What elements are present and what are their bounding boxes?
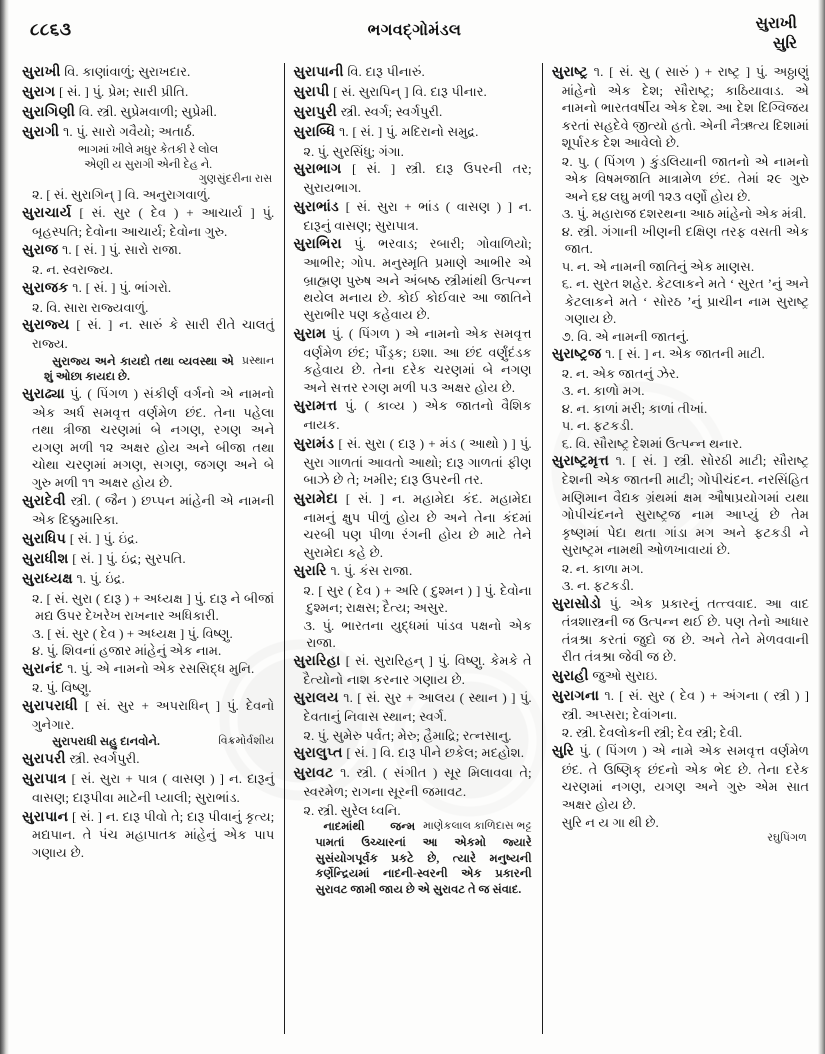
entry-headword: સુરાપી <box>293 83 330 100</box>
entry-sense: ૩. પું. મહારાજ દશરથના આઠ માંહેનો એક મંત્રી. <box>561 206 807 222</box>
source-citation: રઘુપિંગળ <box>767 831 807 844</box>
entry-headword: સુરામ <box>293 325 327 342</box>
entry-headword: સુરાગી <box>22 123 60 140</box>
entry-headword: સુરાઢ્યા <box>22 386 65 403</box>
quotation-block <box>293 819 531 898</box>
verse-line: એણી ય સુરાગી એની દેહ ને. <box>84 159 213 172</box>
dictionary-entry <box>552 63 809 152</box>
entry-definition: [ સં. ] ન. સારું કે સારી રીતે ચાલતું રાજ્ય. <box>32 317 275 352</box>
entry-headword: સુરારિહા <box>293 652 341 669</box>
entry-headword: સુરાષ્ટ્ર <box>551 64 588 80</box>
entry-definition: વિ. સ્ત્રી. સુપ્રેમવાળી; સુપ્રેમી. <box>75 103 217 119</box>
dictionary-entry <box>552 687 809 723</box>
entry-headword: સુરાજ <box>22 242 59 259</box>
entry-definition: પું. ( કાવ્ય ) એક જાતનો વૈશિક નાયક. <box>303 398 532 433</box>
entry-headword: સુરાભિરા <box>293 236 342 253</box>
entry-sense: ૨. [ સં. સુરાગિન્ ] વિ. અનુરાગવાળું. <box>32 187 211 203</box>
dictionary-entry <box>293 325 531 396</box>
entry-definition: ૧. [ સં. ] પું. મદિરાનો સમુદ્ર. <box>335 123 479 139</box>
column-container <box>22 63 809 1048</box>
dictionary-entry <box>293 435 531 489</box>
column-1 <box>22 63 283 1048</box>
entry-definition: પું. ( પિંગળ ) સંકીર્ણ વર્ગનો એ નામનો એક અર્ધ સમવૃત્ત વર્ણમેળ છંદ. તેના પહેલા તથા ત્રીજા ચરણમાં બે નગણ, રગણ અને યગણ મળી ૧૨ અક્ષર હોય અને બીજા તથા ચોથા ચરણમાં મગણ, સગણ, જગણ અને બે ગુરુ મળી ૧૧ અક્ષર હોય છે. <box>32 386 275 490</box>
entry-definition: સ્ત્રી. સ્વર્ગ; સ્વર્ગપુરી. <box>337 103 443 119</box>
entry-sense: ૫. ન. ફટકડી. <box>561 418 634 434</box>
entry-headword: સુરાધિપ <box>22 530 67 547</box>
dictionary-entry <box>22 660 274 679</box>
entry-headword: સુરાધીશ <box>22 550 69 567</box>
quotation-text: સુરાજ્ય અને કાયદો તથા વ્યવસ્થા એ શું ઓછા કાયદા છે. <box>44 354 234 384</box>
entry-headword: સુરાપાની <box>293 64 344 80</box>
entry-sense: ૭. વિ. એ નામની જાતનું. <box>561 328 689 344</box>
dictionary-entry <box>293 123 531 142</box>
guide-word-top: સુરાખી <box>755 15 797 32</box>
entry-headword: સુરાપરાધી <box>22 697 78 714</box>
dictionary-entry <box>293 63 531 82</box>
entry-definition: ૧. [ સં. ] પું. સારો રાજા. <box>58 242 182 258</box>
entry-sense: ૨. સ્ત્રી. સુરેલ ધ્વનિ. <box>303 802 401 818</box>
entry-headword: સુરારિ <box>293 562 327 579</box>
entry-definition: [ સં. સુર + અપરાધિન્ ] પું. દેવનો ગુનેગાર. <box>32 697 275 732</box>
source-citation: માણેકલાલ કાળિદાસ ભટ્ટ <box>423 819 532 832</box>
guide-words <box>755 14 797 54</box>
entry-sense: ૩. પું. ભારતના યુદ્ધમાં પાંડવ પક્ષનો એક રાજા. <box>303 617 532 651</box>
entry-sense: ૩. [ સં. સુર ( દેવ ) + અધ્યક્ષ ] પું. વિષ્ણુ. <box>32 625 233 641</box>
entry-headword: સુરિ <box>551 742 575 759</box>
entry-definition: ૧. [ સં. ] ન. એક જાતની માટી. <box>601 345 765 361</box>
dictionary-entry <box>552 667 809 686</box>
dictionary-entry <box>293 744 531 763</box>
entry-definition: [ સં. ] પું. ઇંદ્ર; સુરપતિ. <box>68 550 186 566</box>
entry-definition: [ સં. ] ન. મહામેદા કંદ. મહામેદા નામનું ક્ષુપ પીળું હોય છે અને તેના કંદમાં ચરબી પણ પીળા રંગની હોય છે માટે તેને સુરામેદા કહે છે. <box>303 490 532 560</box>
dictionary-entry <box>293 652 531 688</box>
page-number: ૮૮૬૩ <box>30 20 72 39</box>
dictionary-entry <box>293 689 531 725</box>
entry-definition: ૧. પું. સારો ગવૈયો; અતાર્ઠ. <box>59 123 195 139</box>
entry-definition: [ સં. ] વિ. દારૂ પીને છકેલ; મદહોશ. <box>342 745 524 761</box>
source-citation: પ્રસ્થાન <box>241 354 275 367</box>
entry-definition: ૧. [ સં. સુ ( સારું ) + રાષ્ટ્ર ] પું. અઠ્ઠાણું માંહેનો એક દેશ; સૌરાષ્ટ્ર; કાઠિયાવાડ. એ નામનો ભારતવર્ષીય એક દેશ. આ દેશ દિગ્વિજય કરતાં સહદેવે જીત્યો હતો. એની નૈઋત્ય દિશામાં શૂર્પારક દેશ આવેલો છે. <box>561 64 809 151</box>
dictionary-entry <box>22 385 274 491</box>
entry-sense: ૨. ન. એક જાતનું ઝેર. <box>561 365 679 381</box>
entry-sense: ૨. પું. સુમેરુ પર્વત; મેરુ; હૈમાદ્રિ; રત્નસાનુ. <box>303 727 512 743</box>
dictionary-entry <box>293 83 531 102</box>
entry-definition: સ્ત્રી. ( જૈન ) છપ્પન માંહેની એ નામની એક દિક્કુમારિકા. <box>32 493 275 528</box>
entry-headword: સુરાગિણી <box>22 103 76 120</box>
entry-definition: ૧. [ સં. સુર ( દેવ ) + અંગના ( સ્ત્રી ) ] સ્ત્રી. અપ્સરા; દેવાંગના. <box>561 687 809 722</box>
dictionary-entry <box>22 770 274 806</box>
column-2 <box>283 63 540 1048</box>
quotation-block <box>22 354 274 386</box>
entry-definition: પું. ભરવાડ; રબારી; ગોવાળિયો; આભીર; ગોપ. મનુસ્મૃતિ પ્રમાણે આભીર એ બ્રાહ્મણ પુરુષ અને અંબષ્ઠ સ્ત્રીમાંથી ઉત્પન્ન થયેલ મનાય છે. કોઈ કોઈવાર આ જાતિને સુરાભીર પણ કહેવાય છે. <box>303 236 532 323</box>
entry-definition: [ સં. સુરાપિન્ ] વિ. દારૂ પીનાર. <box>329 83 487 99</box>
entry-headword: સુરાધ્યક્ષ <box>22 570 73 587</box>
entry-headword: સુરાપાન <box>22 808 69 825</box>
entry-sense: ૨. ન. કાળા મગ. <box>561 560 644 576</box>
entry-definition: [ સં. સુરા + ભાંડ ( વાસણ ) ] ન. દારૂનું વાસણ; સુરાપાત્ર. <box>303 198 532 233</box>
dictionary-entry <box>293 397 531 433</box>
entry-headword: સુરાવટ <box>293 765 334 782</box>
entry-definition: [ સં. ] ન. દારૂ પીવો તે; દારૂ પીવાનું કૃત્ય; મદ્યપાન. તે પંચ મહાપાતક માંહેનું એક પાપ ગણાય છે. <box>32 808 275 860</box>
dictionary-entry <box>22 808 274 862</box>
entry-sense: ૨. પુ. ( પિંગળ ) કુંડલિયાની જાતનો એ નામનો એક વિષમજાતિ માત્રામેળ છંદ. તેમાં ૨૯ ગુરુ અને ૬૪ લઘુ મળી ૧૨૩ વર્ણો હોય છે. <box>561 153 809 204</box>
entry-headword: સુરાષ્ટ્રજ <box>551 345 602 362</box>
entry-sense: ૩. ન. કાળો મગ. <box>561 383 645 399</box>
dictionary-entry <box>22 550 274 569</box>
dictionary-entry <box>293 235 531 324</box>
entry-sense: ૪. પું. શિવનાં હજાર માંહેનું એક નામ. <box>32 643 222 659</box>
entry-definition: [ સં. ] પું. ઇંદ્ર. <box>66 530 139 546</box>
dictionary-entry <box>22 570 274 589</box>
entry-headword: સુરામેદા <box>293 490 338 507</box>
entry-sense: ૨. વિ. સારા રાજ્યવાળું. <box>32 299 149 315</box>
entry-headword: સુરાષ્ટ્રમૃત્ત <box>551 453 610 470</box>
quotation-text: સુરાપરાધી સહુ દાનવોને. <box>52 735 160 749</box>
entry-headword: સુરાપાત્ર <box>22 771 67 788</box>
entry-sense: ૨. ન. સ્વરાજ્ય. <box>32 262 113 278</box>
entry-definition: [ સં. સુરા ( દારૂ ) + મંડ ( આથો ) ] પું. સુરા ગાળતાં આવતો આથો; દારૂ ગાળતાં ફીણ બાઝે છે તે; ખમીર; દારૂ ઉપરની તર. <box>303 435 532 488</box>
entry-sense: ૬. ન. સુરત શહેર. કેટલાકને મતે ‘ સુરત ’નું અને કેટલાકને મતે ‘ સોરઠ ’નું પ્રાચીન નામ સુરાષ્ટ્ર ગણાય છે. <box>561 276 809 327</box>
dictionary-entry <box>22 697 274 733</box>
entry-headword: સુરાગના <box>551 687 600 704</box>
entry-definition: વિ. દારૂ પીનારું. <box>343 64 425 79</box>
entry-headword: સુરાસોડો <box>551 595 602 612</box>
dictionary-entry <box>293 160 531 196</box>
entry-definition: ૧. પું. ઇંદ્ર. <box>72 570 125 586</box>
entry-sense: ૨. સ્ત્રી. દેવલોકની સ્ત્રી; દેવ સ્ત્રી; દેવી. <box>561 725 743 741</box>
entry-definition: પું. ( પિંગળ ) એ નામનો એક સમવૃત્ત વર્ણમેળ છંદ; પૌંડ્રક; ઇશા. આ છંદ વર્ણુંદંડક કહેવાય છે. તેના દરેક ચરણમાં બે નગણ અને સત્તર રગણ મળી ૫૩ અક્ષર હોય છે. <box>303 325 532 395</box>
dictionary-entry <box>22 123 274 142</box>
entry-headword: સુરાગ <box>22 83 56 100</box>
entry-headword: સુરાપુરી <box>293 103 338 120</box>
entry-headword: સુરાજ્ય <box>22 317 70 334</box>
dictionary-entry <box>22 530 274 549</box>
entry-definition: [ સં. સુરારિહન્ ] પું. વિષ્ણુ. કેમકે તે દૈત્યોનો નાશ કરનાર ગણાય છે. <box>303 652 532 687</box>
entry-headword: સુરામંડ <box>293 435 335 452</box>
entry-sense: ૨. પું. સુરસિંધુ; ગંગા. <box>303 143 404 159</box>
verse-line: ભાગમાં ખીલે મધુર કેતકી રે લોલ <box>78 143 219 156</box>
dictionary-entry <box>22 750 274 769</box>
entry-definition: પું. ( પિંગળ ) એ નામે એક સમવૃત્ત વર્ણમેળ છંદ. તે ઉષ્ણિક્ છંદનો એક ભેદ છે. તેના દરેક ચરણમાં નગણ, યગણ અને ગુરુ એમ સાત અક્ષર હોય છે. <box>561 742 809 812</box>
entry-headword: સુરામત્ત <box>293 398 338 415</box>
entry-definition: ૧. સ્ત્રી. ( સંગીત ) સૂર મિલાવવા તે; સ્વરમેળ; રાગના સૂરની જમાવટ. <box>303 765 532 800</box>
entry-headword: સુરાજક <box>22 279 69 296</box>
entry-definition: ૧. [ સં. ] સ્ત્રી. સોરઠી માટી; સૌરાષ્ટ્ર દેશની એક જાતની માટી; ગોપીચંદન. નરસિંહિત મણિમાન વૈદ્યક ગ્રંથમાં ક્ષમ ઔષાપ્રયોગમાં યથા ગોપીચંદનને સુરાષ્ટ્રજ નામ આપ્યું છે તેમ કૃષ્ણમાં પેદા થતા ગાંડા મગ અને ફટકડી ને સુરાષ્ટ્રમ નામથી ઓળખાવાયાં છે. <box>561 453 809 558</box>
dictionary-entry <box>22 279 274 298</box>
dictionary-entry <box>552 742 809 813</box>
entry-sense: ૨. પું. વિષ્ણુ. <box>32 680 92 696</box>
dictionary-entry <box>22 204 274 240</box>
entry-definition: જુઓ સુરાઇ. <box>588 667 658 683</box>
dictionary-entry <box>293 562 531 581</box>
entry-definition: [ સં. સુરા + પાત્ર ( વાસણ ) ] ન. દારૂનું વાસણ; દારૂપીવા માટેની પ્યાલી; સુરાભાંડ. <box>32 771 275 806</box>
entry-definition: વિ. કાણાંવાળું; સુરાખદાર. <box>60 64 191 79</box>
dictionary-entry <box>552 595 809 666</box>
dictionary-entry <box>552 452 809 558</box>
entry-headword: સુરાબ્ધિ <box>293 123 336 140</box>
entry-headword: સુરાદેવી <box>22 493 66 510</box>
dictionary-entry <box>293 103 531 122</box>
entry-headword: સુરાનંદ <box>22 660 64 677</box>
quotation-text: નાદમાંથી જન્મ પામતાં ઉચ્ચારનાં આ એકમો જ્યારે સુસંયોગપૂર્વક પ્રકટે છે, ત્યારે મનુષ્યની કર્ણેન્દ્રિયમાં નાદની-સ્વરની એક પ્રકારની સુરાવટ જામી જાય છે એ સુરાવટ તે જ સંવાદ. <box>315 819 532 897</box>
entry-definition: પું. એક પ્રકારનું તત્ત્વવાદ. આ વાદ તંત્રશાસ્ત્રની જ ઉત્પન્ન થઈ છે. પણ તેનો આધાર તંત્રશ્રા કરતાં જુદો જ છે. અને તેને મેળવવાની રીત તંત્રશ્રા જેવી જ છે. <box>561 595 809 665</box>
entry-definition: ૧. [ સં. ] પું. ભાંગરો. <box>68 279 172 295</box>
entry-definition: [ સં. સુર ( દેવ ) + આચાર્ય ] પું. બૃહસ્પતિ; દેવોના આચાર્ય; દેવોના ગુરુ. <box>32 204 275 239</box>
entry-sense: ૫. ન. એ નામની જાતિનું એક માણસ. <box>561 258 755 274</box>
entry-headword: સુરાલુપ્ત <box>293 745 343 762</box>
dictionary-entry <box>22 241 274 260</box>
entry-sense: સુરિ ન ય ગા થી છે. <box>561 815 659 831</box>
entry-definition: [ સં. ] સ્ત્રી. દારૂ ઉપરની તર; સુરાયભાગ. <box>303 161 532 196</box>
running-head <box>18 14 811 62</box>
entry-definition: ૧. પું. એ નામનો એક રસસિદ્ધ મુનિ. <box>63 660 255 676</box>
dictionary-entry <box>22 103 274 122</box>
quotation-block <box>22 734 274 750</box>
entry-definition: ૧. પું. કંસ રાજા. <box>326 562 413 578</box>
dictionary-entry <box>293 490 531 561</box>
entry-sense: ૨. [ સુર ( દેવ ) + અરિ ( દુશ્મન ) ] પું. દેવોના દુશ્મન; રાક્ષસ; દૈત્ય; અસુર. <box>303 582 532 616</box>
entry-sense: ૩. ન. ફટકડી. <box>561 578 634 594</box>
entry-headword: સુરાચાર્ય <box>22 204 72 221</box>
dictionary-entry <box>293 198 531 234</box>
entry-sense: ૪. ન. કાળાં મરી; કાળાં તીખાં. <box>561 400 708 416</box>
entry-definition: ૧. [ સં. સુર + આલય ( સ્થાન ) ] પું. દેવતાનું નિવાસ સ્થાન; સ્વર્ગ. <box>303 690 532 725</box>
entry-definition: [ સં. ] પું. પ્રેમ; સારી પ્રીતિ. <box>55 83 189 99</box>
source-citation: ગુણસુંદરીના રાસ <box>198 173 273 186</box>
dictionary-entry <box>22 316 274 352</box>
dictionary-entry <box>22 63 274 82</box>
entry-sense: ૬. વિ. સૌરાષ્ટ્ર દેશમાં ઉત્પન્ન થનાર. <box>561 435 743 451</box>
dictionary-entry <box>293 764 531 800</box>
entry-headword: સુરાલય <box>293 690 339 707</box>
dictionary-entry <box>22 83 274 102</box>
guide-word-bottom: સુરિ <box>772 34 797 52</box>
book-title: ભગવદ્ગોમંડલ <box>367 22 462 39</box>
entry-headword: સુરાભાગ <box>293 161 342 178</box>
source-citation: વિક્રમોર્વશીય <box>218 735 275 748</box>
entry-headword: સુરાહી <box>551 667 589 684</box>
entry-definition: સ્ત્રી. સ્વર્ગપુરી. <box>65 751 140 767</box>
dictionary-entry <box>552 345 809 364</box>
entry-headword: સુરાભાંડ <box>293 198 340 215</box>
entry-sense: ૪. સ્ત્રી. ગંગાની ખીણની દક્ષિણ તરફ વસતી એક જાત. <box>561 223 809 257</box>
dictionary-entry <box>22 492 274 528</box>
column-3 <box>541 63 809 1048</box>
entry-headword: સુરાખી <box>22 64 61 80</box>
entry-sense: ૨. [ સં. સુરા ( દારૂ ) + અધ્યક્ષ ] પું. દારૂ ને બીજાં મદ્ય ઉપર દેખરેખ રાખનાર અધિકારી. <box>32 590 275 624</box>
entry-headword: સુરાપરી <box>22 751 66 768</box>
